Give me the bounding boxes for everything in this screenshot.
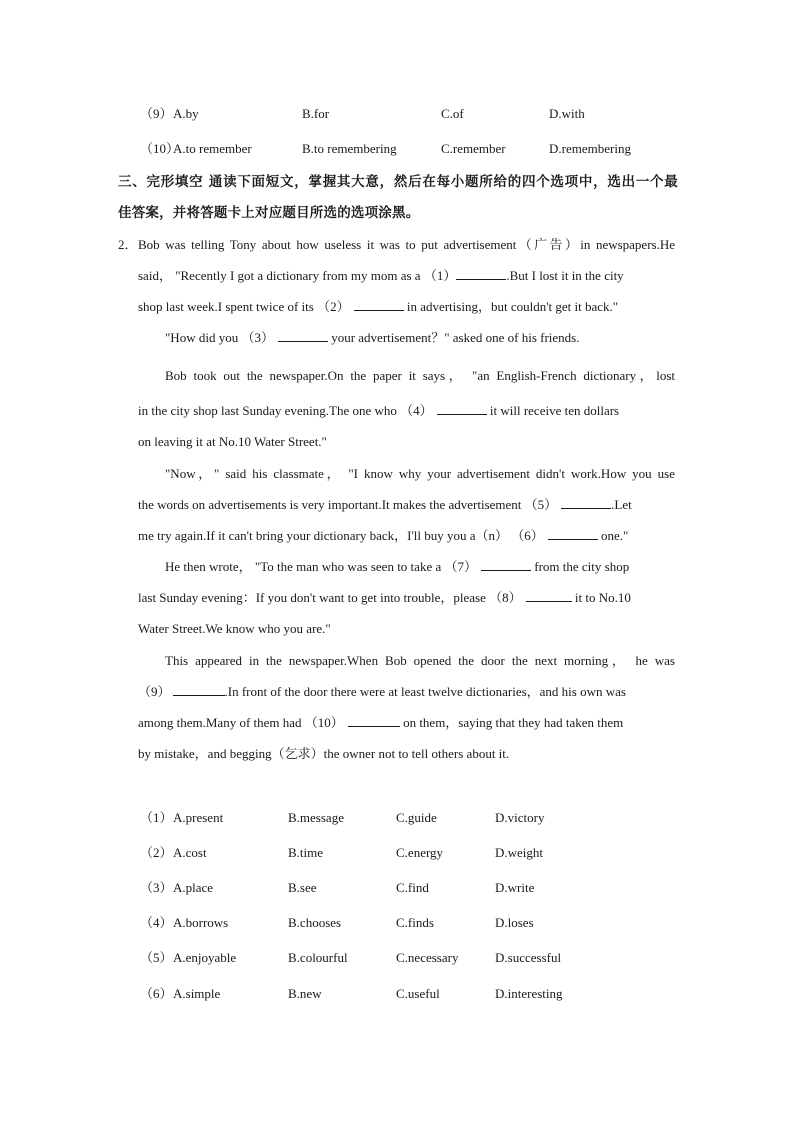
passage-text: in the city shop last Sunday evening.The one who （4） <box>138 403 433 418</box>
section-heading-line-1: 三、完形填空 通读下面短文，掌握其大意，然后在每小题所给的四个选项中，选出一个最 <box>118 174 678 190</box>
blank-10 <box>348 714 400 727</box>
option-row-5 <box>140 948 680 968</box>
option-a: A.borrows <box>173 915 229 930</box>
option-d: D.successful <box>495 950 562 965</box>
option-b: B.new <box>288 986 322 1001</box>
passage-line-13: Water Street.We know who you are." <box>138 621 331 636</box>
option-d: D.remembering <box>549 141 631 156</box>
option-c: C.necessary <box>396 950 459 965</box>
option-number: （4） <box>140 915 173 930</box>
option-row-2 <box>140 843 680 863</box>
option-a: A.to remember <box>173 141 252 156</box>
passage-line-5: Bob took out the newspaper.On the paper it says， "an English-French dictionary，lost <box>165 368 675 383</box>
option-b: B.message <box>288 810 344 825</box>
passage-line-8: "Now，" said his classmate， "I know why your advertisement didn't work.How you use <box>165 466 675 481</box>
passage-line-15 <box>138 681 675 703</box>
option-c: C.guide <box>396 810 437 825</box>
passage-line-16 <box>138 712 675 734</box>
option-number: （10） <box>140 141 180 156</box>
option-c: C.of <box>441 106 464 121</box>
option-number: （1） <box>140 810 173 825</box>
option-a: A.cost <box>173 845 207 860</box>
passage-text: it to No.10 <box>571 590 631 605</box>
blank-3 <box>278 329 328 342</box>
blank-1 <box>456 267 506 280</box>
passage-text: it will receive ten dollars <box>486 403 620 418</box>
option-a: A.place <box>173 880 214 895</box>
option-row-prev-10 <box>140 139 680 159</box>
passage-line-1: Bob was telling Tony about how useless it was to put advertisement（广告）in newspapers.He <box>138 237 675 252</box>
passage-line-6 <box>138 400 675 422</box>
passage-text: He then wrote， "To the man who was seen to take a （7） <box>165 559 477 574</box>
passage-line-7: on leaving it at No.10 Water Street." <box>138 434 327 449</box>
blank-8 <box>526 589 572 602</box>
passage-text: in advertising，but couldn't get it back." <box>403 299 619 314</box>
passage-line-9 <box>138 494 675 516</box>
option-a: A.by <box>173 106 199 121</box>
passage-text: the words on advertisements is very important.It makes the advertisement （5） <box>138 497 558 512</box>
option-row-prev-9 <box>140 104 680 124</box>
passage-text: .Let <box>611 497 632 512</box>
passage-text: me try again.If it can't bring your dictionary back，I'll buy you a（n） （6） <box>138 528 544 543</box>
section-heading-line-2: 佳答案，并将答题卡上对应题目所选的选项涂黑。 <box>118 205 420 221</box>
option-d: D.victory <box>495 810 545 825</box>
passage-line-17: by mistake，and begging（乞求）the owner not to tell others about it. <box>138 746 510 761</box>
passage-text: among them.Many of them had （10） <box>138 715 344 730</box>
option-c: C.remember <box>441 141 506 156</box>
option-number: （9） <box>140 106 173 121</box>
blank-4 <box>437 402 487 415</box>
option-a: A.present <box>173 810 224 825</box>
blank-2 <box>354 298 404 311</box>
option-row-6 <box>140 984 680 1004</box>
option-number: （3） <box>140 880 173 895</box>
passage-text: one." <box>597 528 629 543</box>
option-d: D.with <box>549 106 585 121</box>
passage-text: .In front of the door there were at least twelve dictionaries，and his own was <box>224 684 626 699</box>
option-number: （6） <box>140 986 173 1001</box>
option-row-3 <box>140 878 680 898</box>
option-c: C.energy <box>396 845 444 860</box>
option-row-4 <box>140 913 680 933</box>
passage-line-11 <box>165 556 675 578</box>
option-number: （5） <box>140 950 173 965</box>
passage-text: from the city shop <box>530 559 630 574</box>
passage-text: shop last week.I spent twice of its （2） <box>138 299 350 314</box>
option-b: B.chooses <box>288 915 342 930</box>
option-b: B.see <box>288 880 317 895</box>
blank-7 <box>481 558 531 571</box>
option-a: A.enjoyable <box>173 950 237 965</box>
passage-line-4 <box>165 327 675 349</box>
question-number: 2． <box>118 237 138 252</box>
passage-text: "How did you （3） <box>165 330 274 345</box>
passage-text: your advertisement？" asked one of his friends. <box>327 330 580 345</box>
blank-9 <box>173 683 225 696</box>
option-number: （2） <box>140 845 173 860</box>
passage-line-2 <box>138 265 675 287</box>
passage-text: last Sunday evening：If you don't want to get into trouble，please （8） <box>138 590 522 605</box>
option-row-1 <box>140 808 680 828</box>
option-d: D.weight <box>495 845 544 860</box>
passage-line-14: This appeared in the newspaper.When Bob opened the door the next morning， he was <box>165 653 675 668</box>
passage-text: .But I lost it in the city <box>506 268 624 283</box>
passage-line-10 <box>138 525 675 547</box>
option-c: C.finds <box>396 915 434 930</box>
passage-text: （9） <box>138 684 171 699</box>
option-c: C.useful <box>396 986 440 1001</box>
passage-text: on them，saying that they had taken them <box>399 715 624 730</box>
option-b: B.colourful <box>288 950 348 965</box>
passage-line-12 <box>138 587 675 609</box>
option-c: C.find <box>396 880 429 895</box>
passage-line-3 <box>138 296 675 318</box>
option-a: A.simple <box>173 986 221 1001</box>
option-d: D.interesting <box>495 986 563 1001</box>
blank-5 <box>561 496 611 509</box>
option-b: B.for <box>302 106 330 121</box>
passage-text: said， "Recently I got a dictionary from my mom as a （1） <box>138 268 457 283</box>
option-d: D.write <box>495 880 535 895</box>
blank-6 <box>548 527 598 540</box>
option-b: B.time <box>288 845 324 860</box>
option-d: D.loses <box>495 915 534 930</box>
option-b: B.to remembering <box>302 141 397 156</box>
